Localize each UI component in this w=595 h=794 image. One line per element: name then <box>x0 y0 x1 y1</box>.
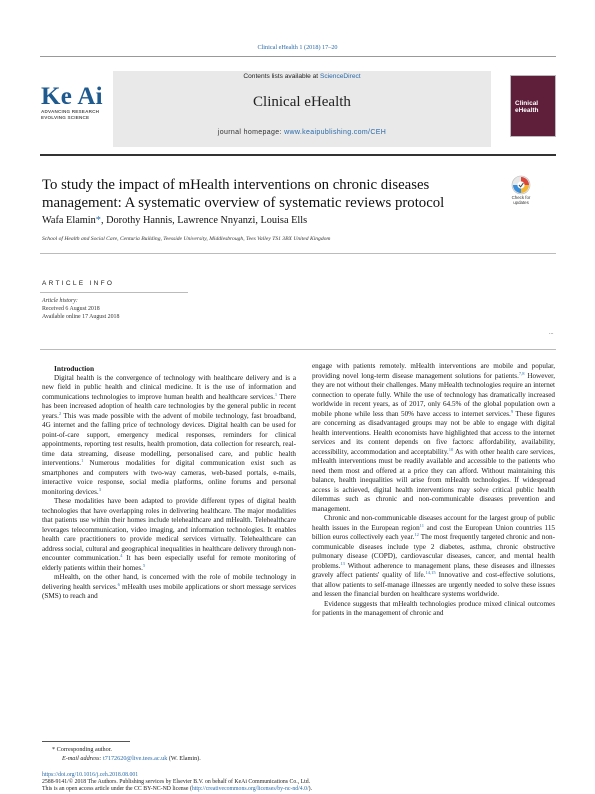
text-run: mHealth uses mobile applications or short message services (SMS) to reach and <box>42 582 296 600</box>
footnote-marker: * <box>52 746 56 753</box>
badge-text <box>504 196 538 206</box>
citation-link[interactable]: 2 <box>58 410 62 416</box>
cover-title-line-2: eHealth <box>515 107 539 114</box>
paragraph <box>312 600 555 619</box>
sciencedirect-link[interactable]: ScienceDirect <box>319 73 361 80</box>
author-list <box>42 215 542 226</box>
journal-reference[interactable]: Clinical eHealth 1 (2018) 17–20 <box>257 44 338 51</box>
footnote-line-2 <box>52 754 201 763</box>
copyright-line: 2588-9141/© 2018 The Authors. Publishing services by Elsevier B.V. on behalf of KeAi Communications Co., Ltd. <box>42 779 311 786</box>
contents-available <box>113 73 491 80</box>
citation-link[interactable]: 11 <box>419 522 425 528</box>
footnote-line-1 <box>52 745 201 754</box>
footnote-rule <box>42 741 130 742</box>
body-left-column <box>42 364 296 602</box>
authors-rest: , Dorothy Hannis, Lawrence Nnyanzi, Louisa Ells <box>100 215 308 226</box>
text-run: These figures are concerning as disadvantaged groups may not be able to engage with digital health interventions. Health economists have highlighted that access to the internet services and its content depends on five factors: affordability, availability, accessibility, accommodation and acceptability. <box>312 409 555 456</box>
text-run: Evidence suggests that mHealth technologies produce mixed clinical outcomes for patients in the management of chronic and <box>312 599 555 617</box>
text-run: Numerous modalities for digital communication exist such as smartphones and computers with two-way cameras, web-based portals, e-mails, interactive voice response, social media platforms, online forums and personal monitoring devices. <box>42 459 296 496</box>
received-date: Received 6 August 2018 <box>42 306 100 312</box>
article-title-line-2: management: A systematic overview of systematic reviews protocol <box>42 195 445 211</box>
author-1[interactable]: Wafa Elamin <box>42 215 96 226</box>
homepage-link[interactable]: www.keaipublishing.com/CEH <box>284 129 387 136</box>
logo-tagline-2: EVOLVING SCIENCE <box>41 114 90 120</box>
text-run: It has been especially useful for remote monitoring of elderly patients within their homes. <box>42 554 296 572</box>
text-run: Chronic and non-communicable diseases account for the largest group of public health issues in the European region <box>312 514 555 532</box>
badge-text-1: Check for <box>511 195 531 200</box>
paragraph <box>312 514 555 600</box>
homepage-prefix: journal homepage: <box>217 129 285 136</box>
citation-link[interactable]: 5 <box>142 562 146 568</box>
email-link[interactable]: t7172620@live.tees.ac.uk <box>103 755 168 762</box>
citation-link[interactable]: 14,15 <box>425 570 436 575</box>
paragraph <box>312 362 555 514</box>
article-footer <box>42 772 562 794</box>
email-label: E-mail address: <box>62 755 104 762</box>
license-line <box>42 786 562 793</box>
text-run: These modalities have been adapted to provide different types of digital health technologies that have overlapping roles in delivering healthcare. The major modalities that patients use within their homes include telehealthcare and mHealth. Telehealthcare leverages telecommunication, video imaging, and information technologies. It enables health care practitioners to provide medical services virtually. Telehealthcare can address social, cultural and geographical inequalities in healthcare delivery through non-encounter communication. <box>42 497 296 562</box>
check-for-updates-badge[interactable] <box>506 174 536 210</box>
header-top-rule <box>40 56 556 57</box>
header-bottom-rule <box>40 154 556 156</box>
article-info-rule <box>40 292 188 293</box>
text-run: and cost the European Union countries 115 billion euros collectively each year. <box>312 523 555 541</box>
body-right-column <box>312 362 555 619</box>
separator-rule <box>40 253 556 254</box>
text-run: Innovative and cost-effective solutions, that allow patients to self-manage illnesses are urgently needed to solve these issues and lessen the financial burden on healthcare systems worldwide. <box>312 571 555 598</box>
license-suffix: ). <box>308 786 313 793</box>
cover-title <box>515 100 538 114</box>
article-title-line-1: To study the impact of mHealth interventions on chronic diseases <box>42 177 430 193</box>
doi-link[interactable]: https://doi.org/10.1016/j.ceh.2018.08.001 <box>42 772 139 778</box>
section-heading-introduction: Introduction <box>54 364 95 373</box>
citation-link[interactable]: 6 <box>117 581 120 587</box>
journal-homepage <box>113 129 491 136</box>
corresponding-author-footnote <box>52 745 201 763</box>
text-run: Without adherence to management plans, these diseases and illnesses gravely affect patients' quality of life. <box>312 561 555 579</box>
text-run: This was made possible with the advent of mobile technology, fast broadband, 4G internet and the falling price of technology devices. Digital health can be used for point-of-care support, emergency medical responses, reminders for clinical appointments, reporting test results, health promotion, data collection for research, real-time data streaming, disease modelling, personalised care, and public health interventions. <box>42 411 296 467</box>
paragraph <box>42 374 296 498</box>
ellipsis-mark: ... <box>549 330 554 336</box>
keai-logo <box>41 84 111 134</box>
journal-title: Clinical eHealth <box>253 94 351 110</box>
citation-link[interactable]: 1 <box>274 391 278 397</box>
citation-link[interactable]: 3 <box>98 486 101 492</box>
paragraph <box>42 497 296 573</box>
citation-link[interactable]: 4 <box>120 553 123 558</box>
article-info-heading: ARTICLE INFO <box>42 280 115 287</box>
contents-prefix: Contents lists available at <box>243 73 320 80</box>
history-label: Article history: <box>42 298 78 304</box>
citation-link[interactable]: 13 <box>340 560 345 566</box>
online-date: Available online 17 August 2018 <box>42 314 120 320</box>
logo-brand: Ke Ai <box>41 83 103 110</box>
citation-link[interactable]: 9 <box>510 408 514 414</box>
affiliation: School of Health and Social Care, Centuria Building, Teesside University, Middlesbrough, Tees Valley TS1 3BX United Kingdom <box>42 236 331 242</box>
article-history <box>42 297 242 321</box>
paragraph <box>42 573 296 602</box>
cover-title-line-1: Clinical <box>515 100 539 107</box>
article-title <box>42 176 502 212</box>
citation-link[interactable]: 12 <box>414 532 419 537</box>
text-run: mHealth, on the other hand, is concerned with the role of mobile technology in delivering health services. <box>42 573 296 591</box>
citation-link[interactable]: 10 <box>448 446 454 452</box>
check-for-updates-icon <box>506 174 536 196</box>
text-run: However, they are not without their challenges. Many mHealth technologies require an internet connection to operate fully. While the use of technology has dramatically increased worldwide in recent years, as of 2017, only 64.5% of the global population own a mobile phone while less than 50% have access to internet services. <box>312 371 555 418</box>
footnote-label: Corresponding author. <box>55 746 112 753</box>
email-suffix: (W. Elamin). <box>167 755 201 762</box>
license-link[interactable]: http://creativecommons.org/licenses/by-nc-nd/4.0/ <box>191 786 309 793</box>
badge-text-2: updates <box>513 199 529 205</box>
text-run: engage with patients remotely. mHealth interventions are mobile and popular, providing novel long-term disease management solutions for patients. <box>312 362 555 380</box>
body-top-rule <box>40 349 556 350</box>
text-run: Digital health is the convergence of technology with healthcare delivery and is a new field in public health and clinical medicine. It is the use of information and communications technologies to improve human health and healthcare services. <box>42 373 296 401</box>
text-run: The most frequently targeted chronic and non-communicable diseases include type 2 diabetes, asthma, chronic obstructive pulmonary disease (COPD), cardiovascular diseases, cancer, and mental health problems. <box>312 533 555 570</box>
license-prefix: This is an open access article under the CC BY-NC-ND license ( <box>42 786 192 793</box>
corresponding-author-mark[interactable]: * <box>95 215 101 226</box>
text-run: As with other health care services, mHealth interventions must be readily available and accessible to the patients who need them most and offered at a price they can afford. Without maintaining this balance, health inequalities will arise from mHealth technologies. If widespread access is achieved, digital health interventions may solve critical public health dilemmas such as chronic and non-communicable diseases prevention and management. <box>312 447 555 513</box>
citation-link[interactable]: 1 <box>81 458 84 463</box>
citation-link[interactable]: 7,8 <box>518 370 525 376</box>
journal-cover-image <box>510 75 556 137</box>
logo-tagline-1: ADVANCING RESEARCH <box>41 109 100 114</box>
text-run: There has been increased adoption of health care technologies by the general public in recent years. <box>42 392 296 420</box>
